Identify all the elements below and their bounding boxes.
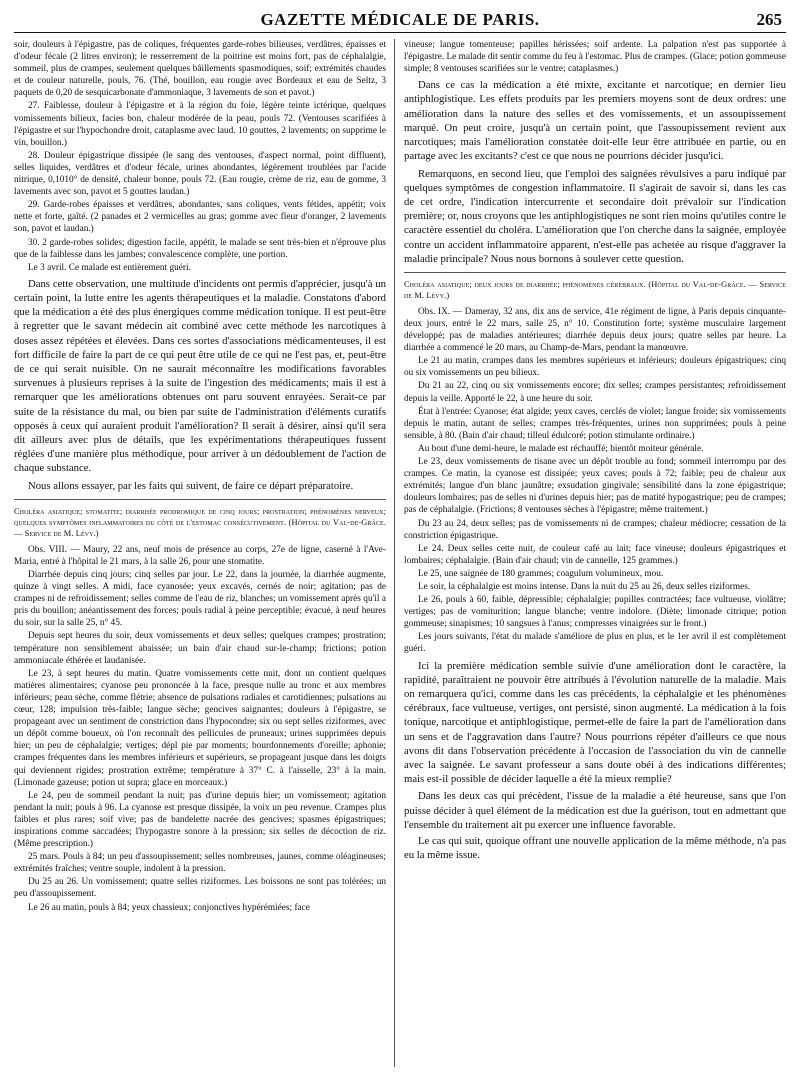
observation-paragraph: État à l'entrée: Cyanose; état algide; yeux caves, cerclés de violet; langue froide; six vomissements depuis le matin, autant de selles; crampes très-fréquentes, urines non supprimées; pouls à peine sensible, à 80. (Bain d'air chaud; tilleul édulcoré; potion stimulante ordinaire.) xyxy=(404,406,786,441)
observation-heading: Obs. VIII. — Maury, 22 ans, neuf mois de présence au corps, 27e de ligne, caserné à l'Ave-Maria, entré à l'hôpital le 21 mars, à la salle 26, pour une stomatite. xyxy=(14,544,386,567)
observation-paragraph: Le 24. Deux selles cette nuit, de couleur café au lait; face vineuse; douleurs épigastriques et lombaires; céphalalgie. (Bain d'air chaud; vin de cannelle, 125 grammes.) xyxy=(404,543,786,566)
continuation-paragraph: vineuse; langue tomenteuse; papilles hérissées; soif ardente. La palpation n'est pas supportée à l'épigastre. Le malade dit sentir comme du feu à l'estomac. Plus de crampes. (Glace; potion gommeuse simple; 8 ventouses scarifiées sur le ventre; cataplasmes.) xyxy=(404,40,786,75)
daily-note-28: 28. Douleur épigastrique dissipée (le sang des ventouses, d'aspect normal, point diffluent), selles liquides, verdâtres et d'odeur fécale, urines abondantes, légèrement troublées par l'acide nitrique, 0,1010° de densité, chaleur bonne, pouls 72. (Eau rougie, crème de riz, eau de gomme, 3 lavements avec son, pavot et 5 gouttes laudan.) xyxy=(14,150,386,198)
observation-paragraph: 25 mars. Pouls à 84; un peu d'assoupissement; selles nombreuses, jaunes, comme oléagineuses; extrémités fraîches; ventre souple, indolent à la pression. xyxy=(14,852,386,875)
observation-paragraph: Le 25, une saignée de 180 grammes; coagulum volumineux, mou. xyxy=(418,568,664,579)
observation-paragraph: Le 26 au matin, pouls à 84; yeux chassieux; conjonctives hypérémiées; face xyxy=(28,902,310,913)
observation-paragraph: Le 23, à sept heures du matin. Quatre vomissements cette nuit, dont un contient quelques matières alimentaires; cyanose peu prononcée à la face, presque nulle au tronc et aux membres inférieurs; peau sèche, comme flétrie; absence de pulsations radiales et carotidiennes; pulsations au cœur, 128; impulsion très-faible; langue sèche; gencives saignantes; douleurs à l'épigastre, se propageant avec un sentiment de constriction dans l'hypocondre; six ou sept selles riziformes, avec un dépôt comme boueux, où l'on reconnaît des pellicules de pruneaux; urines supprimées depuis hier; un peu de céphalalgie; vertiges; dépl pie par moments; bourdonnements d'oreille; aphonie; crampes fréquentes dans les membres inférieurs et supérieurs, se propageant jusque dans les doigts qui deviennent rigides; prostration extrême; température à 37° C. à l'aisselle, 23° à la main. (Limonade gazeuse; potion ut supra; glace en morceaux.) xyxy=(14,668,386,788)
daily-note-3-avril: Le 3 avril. Ce malade est entièrement guéri. xyxy=(28,262,191,273)
commentary-paragraph: Le cas qui suit, quoique offrant une nouvelle application de la même méthode, n'a pas eu la même issue. xyxy=(404,834,786,862)
section-heading: Choléra asiatique; deux jours de diarrhée; phénomènes cérébraux. (Hôpital du Val-de-Grâce. — Service de M. Lévy.) xyxy=(404,279,786,300)
observation-paragraph: Le 24, peu de sommeil pendant la nuit; pas d'urine depuis hier; un vomissement; agitation pendant la nuit; pouls à 96. La cyanose est presque dissipée, la voix un peu revenue. Crampes plus faibles et plus rares; soif vive; pas de bandelette nacrée des gencives; spasmes épigastriques; inspirations comme saccadées; l'hypogastre sonore à la pression; six selles de décoction de riz. (Même prescription.) xyxy=(14,790,386,850)
commentary-paragraph: Remarquons, en second lieu, que l'emploi des saignées révulsives a paru indiqué par quelques symptômes de congestion inflammatoire. Il s'agirait de savoir si, dans les cas de cet ordre, l'indication intercurrente et secondaire doit prévaloir sur l'indication première; or, nous croyons que les antiphlogistiques ne sont rien moins qu'utiles contre le caractère essentiel du choléra. L'amélioration que l'on cherche dans la saignée, employée contre un accident inflammatoire apparent, n'est-elle pas achetée au risque d'aggraver la maladie principale? Nous nous bornons à soulever cette question. xyxy=(404,167,786,265)
observation-paragraph: Diarrhée depuis cinq jours; cinq selles par jour. Le 22, dans la journée, la diarrhée augmente, quinze à vingt selles. A midi, face cyanosée; yeux excavés, cernés de noir; agitation; pas de crampes ni de refroidissement; selles comme de l'eau de riz, blanches; un vomissement après qu'il a pris du bouillon; anéantissement des forces; pouls radial à peine perceptible; évacué, à neuf heures du soir, sur la salle 25, n° 45. xyxy=(14,570,386,629)
commentary-paragraph: Nous allons essayer, par les faits qui suivent, de faire ce départ préparatoire. xyxy=(28,479,354,492)
observation-paragraph: Du 21 au 22, cinq ou six vomissements encore; dix selles; crampes persistantes; refroidissement depuis la veille. Apporté le 22, à une heure du soir. xyxy=(404,381,786,404)
observation-paragraph: Le 26, pouls à 60, faible, dépressible; céphalalgie; pupilles contractées; face vultueuse, violâtre; vertiges; pas de vomiturition; langue blanche; ventre indolore. (Diète; limonade citrique; potion gommeuse; sinapismes; 10 sangsues à l'anus; compresses vinaigrées sur le front.) xyxy=(404,595,786,630)
observation-paragraph: Du 25 au 26. Un vomissement; quatre selles riziformes. Les boissons ne sont pas tolérées; un peu d'assoupissement. xyxy=(14,877,386,900)
right-column xyxy=(404,39,786,1069)
observation-paragraph: Du 23 au 24, deux selles; pas de vomissements ni de crampes; chaleur médiocre; cessation de la constriction épigastrique. xyxy=(404,518,786,541)
daily-note-27: 27. Faiblesse, douleur à l'épigastre et à la région du foie, légère teinte ictérique, quelques vomissements bilieux, facies bon, chaleur modérée de la peau, pouls 72. (Ventouses scarifiées à l'épigastre et sur l'hypochondre droit, cataplasme avec laud. 10 gouttes, 2 lavements; on supprime le vin, bouillon.) xyxy=(14,101,386,148)
observation-paragraph: Au bout d'une demi-heure, le malade est réchauffé; bientôt moiteur générale. xyxy=(418,443,704,454)
section-divider xyxy=(404,272,786,273)
left-column xyxy=(14,39,386,1069)
daily-note-30: 30. 2 garde-robes solides; digestion facile, appétit, le malade se sent très-bien et n'éprouve plus que de la faiblesse dans les jambes; convalescence complète, une portion. xyxy=(14,237,386,260)
observation-paragraph: Le 21 au matin, crampes dans les membres supérieurs et inférieurs; douleurs épigastriques; cinq ou six vomissements un peu bilieux. xyxy=(404,356,786,379)
section-heading: Choléra asiatique; stomatite; diarrhée prodromique de cinq jours; prostration; phénomènes nerveux; quelques symptômes inflammatoires du côté de l'estomac consécutivement. (Hôpital du Val-de-Grâce. — Service de M. Lévy.) xyxy=(14,506,386,538)
observation-heading: Obs. IX. — Dameray, 32 ans, dix ans de service, 41e régiment de ligne, à Paris depuis cinquante-deux jours, entré le 22 mars, salle 25, n° 10. Constitution forte; système musculaire largement développé; pas de maladies antérieures; diarrhée depuis deux jours; quatre selles par heure. La diarrhée a commencé le 20 mars, au Champ-de-Mars, pendant la manœuvre. xyxy=(404,306,786,354)
commentary-paragraph: Ici la première médication semble suivie d'une amélioration dont le caractère, la rapidité, paraîtraient ne pouvoir être attribués à l'évolution naturelle de la maladie. Mais on remarquera qu'ici, comme dans les cas précédents, la céphalalgie et les phénomènes cérébraux, face vultueuse, vertiges, ont persisté, sinon augmenté. La médication à la fois tonique, narcotique et antiphlogistique, permet-elle de faire la part de l'amélioration dans un sens et de l'aggravation dans l'autre? Nous pourrions répéter d'ailleurs ce que nous avons dit dans l'observation précédente à l'occasion de l'association du vin de cannelle avec la saignée. Le savant professeur a sans doute obéi à des indications différentes; mais est-il possible de décider laquelle a été la mieux remplie? xyxy=(404,659,786,786)
continuation-paragraph: soir, douleurs à l'épigastre, pas de coliques, fréquentes garde-robes bilieuses, verdâtres, épaisses et d'odeur fécale (2 litres environ); le resserrement de la poitrine est moins fort, pas de céphalalgie, sommeil, plus de crampes, seulement quelques bâillements spasmodiques, soif; extrémités chaudes et de couleur naturelle, pouls, 76. (Thé, bouillon, eau rougie avec Bordeaux et eau de Seltz, 3 paquets de 0,20 de sesquicarbonate d'ammoniaque, 3 lavements de son et pavot.) xyxy=(14,40,386,99)
section-divider xyxy=(14,499,386,500)
observation-paragraph: Les jours suivants, l'état du malade s'améliore de plus en plus, et le 1er avril il est complètement guéri. xyxy=(404,632,786,655)
commentary-paragraph: Dans ce cas la médication a été mixte, excitante et narcotique; en dernier lieu antiphlogistique. Les effets produits par les premiers moyens sont de deux ordres: une amélioration dans la nature des selles et des vomissements, et un assoupissement marqué. On peut croire, jusqu'à un certain point, que l'assoupissement revient aux narcotiques; mais l'amélioration constatée doit-elle leur être attribuée en partie, ou en partage avec les excitants? c'est ce que nous ne pourrions décider jusqu'ici. xyxy=(404,79,786,163)
observation-paragraph: Le 23, deux vomissements de tisane avec un dépôt trouble au fond; sommeil interrompu par des crampes. Ce matin, la cyanose est dissipée; yeux caves; pouls à 72; faible; peu de chaleur aux extrémités; langue d'un blanc jaunâtre; exsudation gingivale; sensibilité dans la zone épigastrique; douleurs lombaires; pas de selles ni d'urines depuis hier; pas de matité hypogastrique; peu de crampes; pas de céphalalgie. (Frictions; 8 ventouses sèches à l'épigastre; même traitement.) xyxy=(404,457,786,516)
page-header xyxy=(14,6,786,33)
observation-paragraph: Depuis sept heures du soir, deux vomissements et deux selles; quelques crampes; prostration; température non sensiblement abaissée; un bain d'air chaud sur-le-champ; frictions; potion ammoniacale éthérée et laudanisée. xyxy=(14,631,386,666)
page-number: 265 xyxy=(756,10,782,29)
daily-note-29: 29. Garde-robes épaisses et verdâtres, abondantes, sans coliques, vents fétides, appétit; voix nette et forte, gaîté. (2 panades et 2 vermicelles au gras; gomme avec fleur d'oranger, 2 lavements son, pavot et laudan.) xyxy=(14,200,386,235)
commentary-paragraph: Dans les deux cas qui précèdent, l'issue de la maladie a été heureuse, sans que l'on puisse décider à quel élément de la médication est due la guérison, tout en admettant que l'ensemble du traitement ait pu exercer une influence favorable. xyxy=(404,790,786,831)
commentary-paragraph: Dans cette observation, une multitude d'incidents ont permis d'apprécier, jusqu'à un certain point, la lutte entre les agents thérapeutiques et la maladie. Constatons d'abord que la médication a été des plus énergiques comme médication tonique. Il est peut-être à regretter que le savant médecin ait combiné avec cette méthode les narcotiques à doses assez répétées et élevées. Dans ces sortes d'associations médicamenteuses, il est fort difficile de faire la part de ce qui peut être utile de ce qui ne l'est pas, et, peut-être de ce qui serait nuisible. On ne saurait méconnaître les modifications favorables survenues à plusieurs reprises à la suite de l'ingestion des médicaments; mais il est à remarquer que les améliorations obtenues ont paru souvent enrayées. Serait-ce par suite de la résistance du mal, ou bien par suite de l'administration d'éléments curatifs opposés à ceux qui auraient produit l'amélioration? Il serait à désirer, ainsi qu'il sera dit ailleurs avec plus de détails, que les expérimentations thérapeutiques fussent réglées d'une manière plus méthodique, pour arriver à un dédoublement de l'action de chaque substance. xyxy=(14,277,386,475)
running-title: GAZETTE MÉDICALE DE PARIS. xyxy=(260,10,540,29)
column-rule xyxy=(394,39,395,1067)
observation-paragraph: Le soir, la céphalalgie est moins intense. Dans la nuit du 25 au 26, deux selles riziformes. xyxy=(418,581,751,592)
